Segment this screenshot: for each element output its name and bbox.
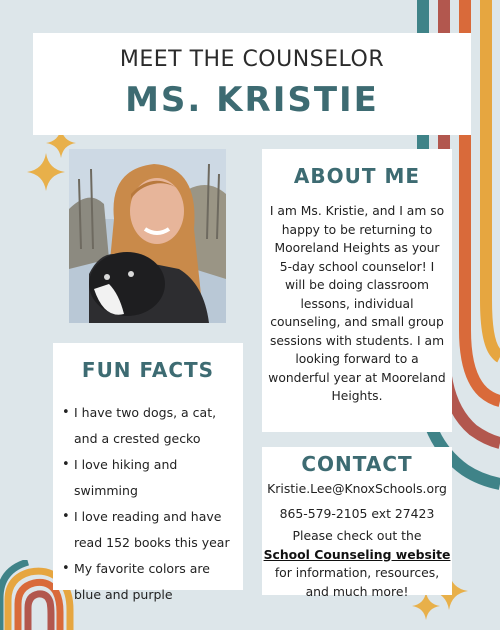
sparkle-icon [27, 153, 65, 191]
list-item: • I have two dogs, a cat, and a crested gecko [60, 400, 239, 452]
contact-heading: CONTACT [301, 452, 413, 476]
school-counseling-website-link[interactable]: School Counseling website [263, 546, 451, 562]
page-title: MEET THE COUNSELOR [119, 47, 385, 72]
contact-email: Kristie.Lee@KnoxSchools.org [267, 481, 447, 496]
list-item: • My favorite colors are blue and purple [60, 556, 239, 608]
fun-facts-heading: FUN FACTS [81, 358, 215, 382]
counselor-photo [69, 149, 226, 323]
title-card [33, 33, 471, 135]
contact-note [262, 527, 452, 601]
contact-note-suffix: for information, resources, and much more! [274, 565, 440, 599]
list-item: • I love hiking and swimming [60, 452, 239, 504]
fun-facts-list [53, 400, 243, 608]
counselor-name: MS. KRISTIE [125, 80, 379, 120]
list-item: • I love reading and have read 152 books this year [60, 504, 239, 556]
fun-facts-card [53, 343, 243, 602]
contact-card [262, 447, 452, 599]
contact-note-prefix: Please check out the [292, 528, 422, 543]
contact-phone: 865-579-2105 ext 27423 [279, 505, 435, 521]
about-me-card [262, 149, 452, 432]
about-me-text: I am Ms. Kristie, and I am so happy to be returning to Mooreland Heights as your 5-day school counselor! I will be doing classroom lessons, individual counseling, and small group sessions with students. I am looking forward to a wonderful year at Mooreland Heights. [268, 204, 446, 403]
about-me-heading: ABOUT ME [293, 164, 421, 188]
